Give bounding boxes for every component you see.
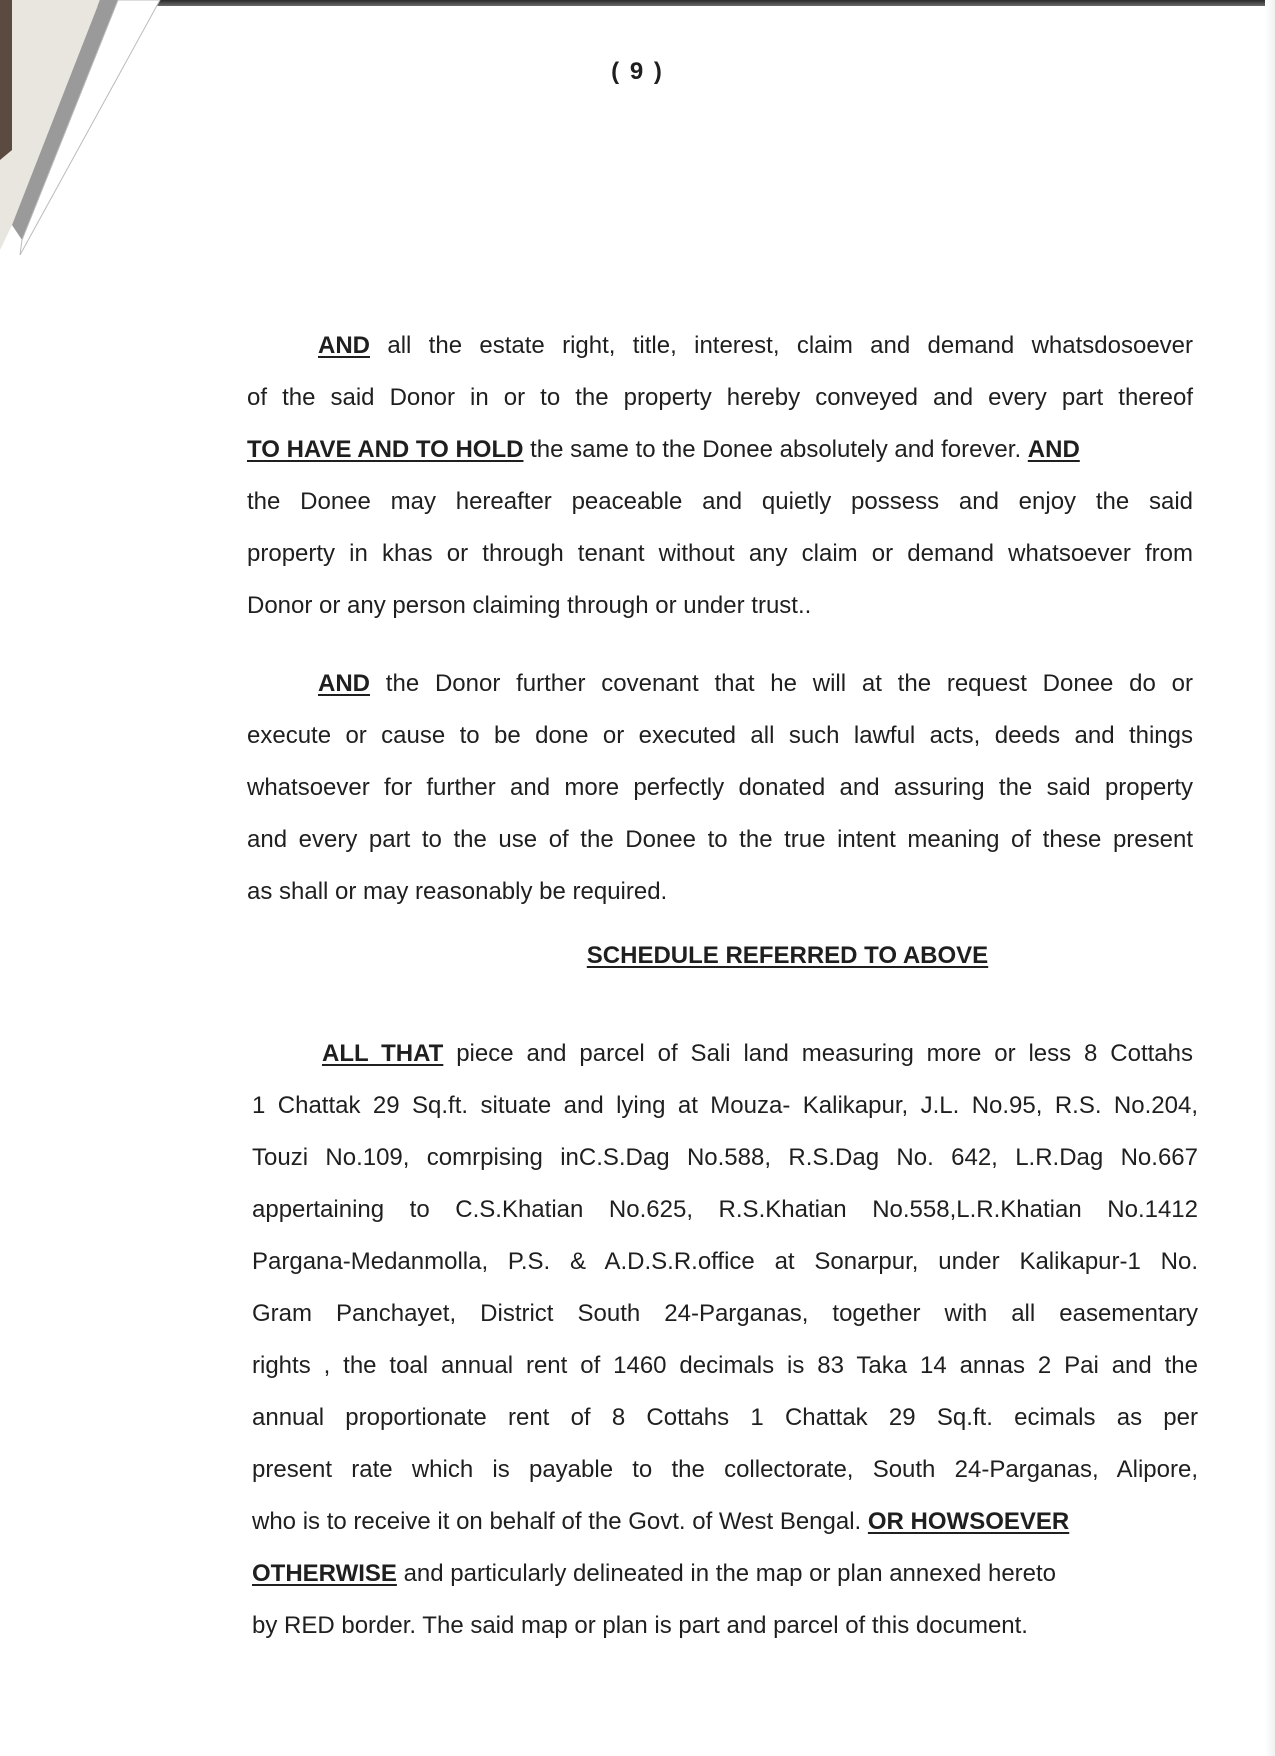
- folded-corner: [0, 0, 180, 270]
- keyword-to-have-and-to-hold: TO HAVE AND TO HOLD: [247, 436, 524, 463]
- paragraph-2-line-5: as shall or may reasonably be required.: [247, 878, 668, 905]
- text: all the estate right, title, interest, claim and demand whatsdosoever: [387, 332, 1194, 359]
- schedule-heading: SCHEDULE REFERRED TO ABOVE: [586, 942, 989, 969]
- keyword-otherwise: OTHERWISE: [252, 1560, 397, 1587]
- keyword-and: AND: [1027, 436, 1080, 463]
- paragraph-2-line-3: whatsoever for further and more perfectly donated and assuring the said property: [247, 774, 1193, 801]
- text: who is to receive it on behalf of the Govt. of West Bengal.: [252, 1508, 868, 1535]
- paragraph-3-line-12: by RED border. The said map or plan is part and parcel of this document.: [252, 1612, 1028, 1639]
- paragraph-1-line-2: of the said Donor in or to the property hereby conveyed and every part thereof: [247, 384, 1193, 411]
- paragraph-1-line-5: property in khas or through tenant without any claim or demand whatsoever from: [247, 540, 1193, 567]
- paragraph-2-line-4: and every part to the use of the Donee to the true intent meaning of these present: [247, 826, 1193, 853]
- scan-edge-right: [1265, 0, 1275, 1756]
- paragraph-2-line-2: execute or cause to be done or executed all such lawful acts, deeds and things: [247, 722, 1193, 749]
- paragraph-3-line-10: [252, 1508, 1198, 1536]
- keyword-and: AND: [318, 332, 370, 359]
- paragraph-3-line-6: Gram Panchayet, District South 24-Parganas, together with all easementary: [252, 1300, 1198, 1327]
- keyword-and: AND: [318, 670, 370, 697]
- paragraph-3-line-8: annual proportionate rent of 8 Cottahs 1 Chattak 29 Sq.ft. ecimals as per: [252, 1404, 1198, 1431]
- paragraph-3-line-2: 1 Chattak 29 Sq.ft. situate and lying at Mouza- Kalikapur, J.L. No.95, R.S. No.204,: [252, 1092, 1198, 1119]
- page-number: ( 9 ): [611, 58, 664, 85]
- paragraph-1-line-3: [247, 436, 1193, 464]
- text: piece and parcel of Sali land measuring more or less 8 Cottahs: [456, 1040, 1193, 1067]
- text: the Donor further covenant that he will at the request Donee do or: [385, 670, 1193, 697]
- paragraph-1-line-6: Donor or any person claiming through or under trust..: [247, 592, 812, 619]
- text: the same to the Donee absolutely and forever.: [523, 436, 1028, 463]
- paragraph-3-line-9: present rate which is payable to the collectorate, South 24-Parganas, Alipore,: [252, 1456, 1198, 1483]
- scan-edge-top: [0, 0, 1275, 6]
- paragraph-3-line-5: Pargana-Medanmolla, P.S. & A.D.S.R.office at Sonarpur, under Kalikapur-1 No.: [252, 1248, 1198, 1275]
- keyword-all-that: ALL THAT: [322, 1040, 444, 1067]
- paragraph-3-line-4: appertaining to C.S.Khatian No.625, R.S.Khatian No.558,L.R.Khatian No.1412: [252, 1196, 1198, 1223]
- paragraph-3-line-11: [252, 1560, 1198, 1588]
- text: and particularly delineated in the map or plan annexed hereto: [396, 1560, 1057, 1587]
- paragraph-3-line-7: rights , the toal annual rent of 1460 decimals is 83 Taka 14 annas 2 Pai and the: [252, 1352, 1198, 1379]
- paragraph-1-line-1: [318, 332, 1193, 360]
- keyword-or-howsoever: OR HOWSOEVER: [867, 1508, 1070, 1535]
- paragraph-1-line-4: the Donee may hereafter peaceable and quietly possess and enjoy the said: [247, 488, 1193, 515]
- paragraph-3-line-1: [322, 1040, 1193, 1068]
- paragraph-3-line-3: Touzi No.109, comrpising inC.S.Dag No.588, R.S.Dag No. 642, L.R.Dag No.667: [252, 1144, 1198, 1171]
- paragraph-2-line-1: [318, 670, 1193, 698]
